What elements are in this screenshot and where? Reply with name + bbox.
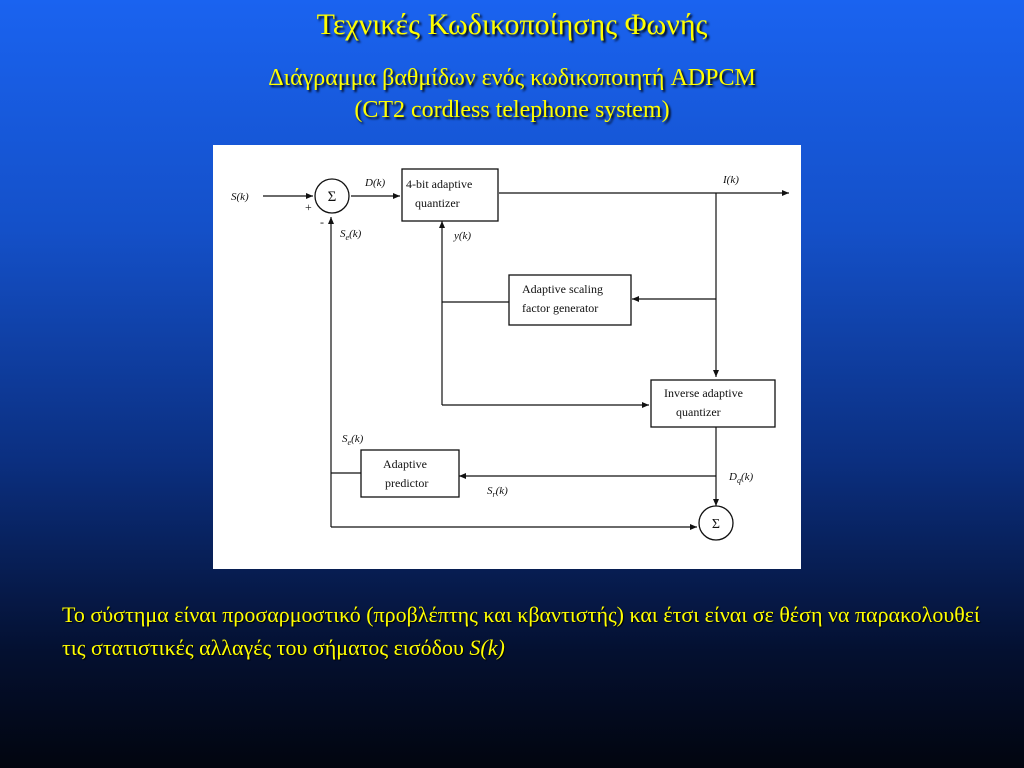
label-estimate-bottom: $S_e(k)$ bbox=[342, 433, 364, 447]
subtitle-line-2: (CT2 cordless telephone system) bbox=[354, 97, 670, 123]
label-input-signal: S(k) bbox=[231, 191, 249, 203]
adpcm-block-diagram bbox=[213, 145, 801, 569]
quantizer-label-2: quantizer bbox=[415, 196, 460, 210]
label-diff-signal: D(k) bbox=[365, 177, 386, 189]
diagram-svg bbox=[213, 145, 801, 569]
predictor-label-2: predictor bbox=[385, 476, 429, 490]
scaling-label-1: Adaptive scaling bbox=[522, 282, 603, 296]
inverse-label-2: quantizer bbox=[676, 405, 721, 419]
label-estimate-top: $S_e(k)$ bbox=[340, 228, 362, 242]
slide-caption bbox=[62, 598, 982, 664]
output-summer-symbol: Σ bbox=[711, 517, 721, 532]
label-plus: + bbox=[305, 200, 312, 214]
label-output-signal: I(k) bbox=[723, 174, 739, 186]
quantizer-label-1: 4-bit adaptive bbox=[406, 177, 473, 191]
slide-subtitle bbox=[0, 62, 1024, 126]
inverse-label-1: Inverse adaptive bbox=[664, 386, 743, 400]
input-summer-symbol: Σ bbox=[327, 189, 337, 205]
slide-title: Τεχνικές Κωδικοποίησης Φωνής bbox=[316, 8, 708, 41]
subtitle-line-1: Διάγραμμα βαθμίδων ενός κωδικοποιητή ADPCM bbox=[268, 65, 756, 91]
label-dq-signal: $D_q(k)$ bbox=[729, 471, 754, 485]
caption-signal: S(k) bbox=[469, 635, 505, 660]
label-sr-signal: $S_r(k)$ bbox=[487, 485, 508, 499]
scaling-label-2: factor generator bbox=[522, 301, 599, 315]
predictor-label-1: Adaptive bbox=[383, 457, 427, 471]
label-scale-signal: y(k) bbox=[454, 230, 472, 242]
label-minus: - bbox=[320, 215, 324, 229]
caption-text: Το σύστημα είναι προσαρμοστικό (προβλέπτης και κβαντιστής) και έτσι είναι σε θέση να παρακολουθεί τις στατιστικές αλλαγές του σήματος εισόδου bbox=[62, 602, 980, 660]
